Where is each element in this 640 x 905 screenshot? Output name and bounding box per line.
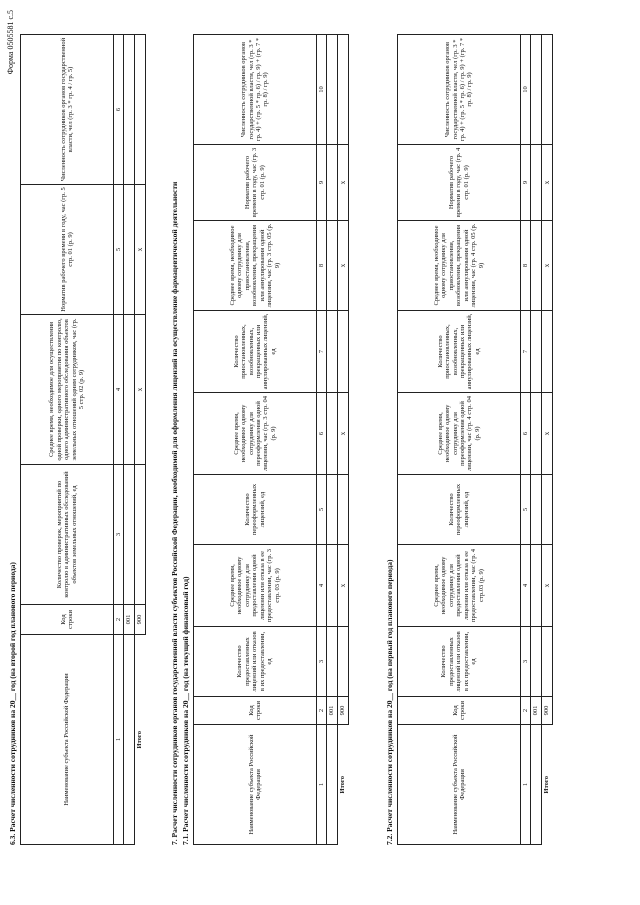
form-label: Форма 0505581 с.5	[6, 10, 15, 75]
header-cell: Норматив рабочего времени в году, час (гр. 3 стр. 01 (р. 9)	[194, 145, 317, 221]
cross-cell: x	[134, 185, 145, 315]
data-cell[interactable]	[134, 35, 145, 185]
header-cell: Наименование субъекта Российской Федерации	[21, 635, 114, 845]
data-cell[interactable]	[531, 545, 541, 627]
header-cell: Среднее время, необходимое одному сотруднику для приостановления, возобновления, прекращения или аннулирования одной лицензии, час (гр. 4 стр. 05 (р. 9)	[398, 221, 521, 311]
data-cell[interactable]	[124, 465, 134, 605]
header-cell: Среднее время, необходимое для осуществления одной проверки, одного мероприятия по контролю, одного административного обследования объектов земельных отношений одним сотрудником, час (гр. 5 стр. 02 (р. 9)	[21, 315, 114, 465]
column-number: 1	[317, 725, 327, 845]
data-cell[interactable]	[327, 311, 337, 393]
row-code: 001	[531, 697, 541, 725]
data-cell[interactable]	[337, 35, 348, 145]
header-cell: Среднее время, необходимое одному сотруднику для предоставления одной лицензии или отказа в ее предоставлении, час (гр. 3 стр. 03 (р. 9)	[194, 545, 317, 627]
header-cell: Наименование субъекта Российской Федерации	[194, 725, 317, 845]
column-number: 3	[114, 465, 124, 605]
column-number: 4	[317, 545, 327, 627]
data-cell[interactable]	[531, 475, 541, 545]
column-number: 10	[521, 35, 531, 145]
header-cell: Численность сотрудников органов государственной власти, чел (гр. 3 * гр. 4) + (гр. 5 * гр. 6) / гр. 9) + (гр. 7 * гр. 8) / гр. 9)	[398, 35, 521, 145]
header-cell: Количество приостановленных, возобновленных, прекращенных или аннулированных лицензий, ед	[194, 311, 317, 393]
column-number: 5	[317, 475, 327, 545]
data-cell[interactable]	[531, 221, 541, 311]
total-label: Итого	[339, 776, 347, 794]
row-code: 001	[124, 605, 134, 635]
cross-cell: x	[541, 145, 552, 221]
total-code: 900	[134, 605, 145, 635]
total-label: Итого	[543, 776, 551, 794]
table-63	[20, 34, 146, 845]
column-number: 7	[521, 311, 531, 393]
table-72	[397, 34, 553, 845]
header-cell: Норматив рабочего времени в году, час (гр. 4 стр. 01 (р. 9)	[398, 145, 521, 221]
data-cell[interactable]	[541, 627, 552, 697]
column-number: 8	[317, 221, 327, 311]
data-cell[interactable]	[531, 145, 541, 221]
table-71	[193, 34, 349, 845]
column-number: 9	[317, 145, 327, 221]
data-cell[interactable]	[531, 725, 541, 845]
header-cell: Количество переоформленных лицензий, ед	[194, 475, 317, 545]
total-label: Итого	[136, 731, 144, 749]
data-cell[interactable]	[531, 627, 541, 697]
column-number: 10	[317, 35, 327, 145]
data-cell[interactable]	[337, 311, 348, 393]
data-cell[interactable]	[124, 635, 134, 845]
column-number: 5	[521, 475, 531, 545]
header-cell: Код строки	[398, 697, 521, 725]
column-number: 6	[114, 35, 124, 185]
column-number: 4	[114, 315, 124, 465]
header-cell: Численность сотрудников органов государственной власти, чел (гр. 3 * гр. 4) + (гр. 5 * гр. 6) / гр. 9) + (гр. 7 * гр. 8) / гр. 9)	[194, 35, 317, 145]
header-cell: Код строки	[194, 697, 317, 725]
cross-cell: x	[337, 545, 348, 627]
data-cell[interactable]	[327, 725, 337, 845]
column-number: 2	[114, 605, 124, 635]
column-number: 8	[521, 221, 531, 311]
cross-cell: x	[541, 393, 552, 475]
column-number: 3	[521, 627, 531, 697]
header-cell: Количество предоставленных лицензий или отказов в их предоставлении, ед	[194, 627, 317, 697]
section-72-heading: 7.2. Расчет численности сотрудников на 20__ год (на первый год планового периода)	[385, 559, 394, 845]
header-cell: Среднее время, необходимое одному сотруднику для приостановления, возобновления, прекращения или аннулирования одной лицензии, час (гр. 3 стр. 05 (р. 9)	[194, 221, 317, 311]
data-cell[interactable]	[541, 35, 552, 145]
data-cell[interactable]	[531, 393, 541, 475]
header-cell: Среднее время, необходимое одному сотруднику для переоформления одной лицензии, час (гр. 4 стр. 04 (р. 9)	[398, 393, 521, 475]
header-cell: Численность сотрудников органов государственной власти, чел (гр. 3 * гр. 4 / гр. 5)	[21, 35, 114, 185]
row-code: 001	[327, 697, 337, 725]
header-cell: Код строки	[21, 605, 114, 635]
data-cell[interactable]	[327, 221, 337, 311]
header-cell: Количество предоставленных лицензий или отказов в их предоставлении, ед	[398, 627, 521, 697]
data-cell[interactable]	[124, 315, 134, 465]
data-cell[interactable]	[337, 627, 348, 697]
cross-cell: x	[134, 315, 145, 465]
data-cell[interactable]	[531, 311, 541, 393]
column-number: 3	[317, 627, 327, 697]
data-cell[interactable]	[124, 185, 134, 315]
column-number: 2	[317, 697, 327, 725]
data-cell[interactable]	[327, 393, 337, 475]
column-number: 9	[521, 145, 531, 221]
column-number: 1	[521, 725, 531, 845]
column-number: 4	[521, 545, 531, 627]
section-71-heading: 7.1. Расчет численности сотрудников на 20__ год (на текущий финансовый год)	[181, 576, 190, 845]
column-number: 6	[317, 393, 327, 475]
data-cell[interactable]	[327, 35, 337, 145]
data-cell[interactable]	[541, 475, 552, 545]
data-cell[interactable]	[134, 465, 145, 605]
header-cell: Количество переоформленных лицензий, ед	[398, 475, 521, 545]
data-cell[interactable]	[124, 35, 134, 185]
column-number: 5	[114, 185, 124, 315]
data-cell[interactable]	[541, 311, 552, 393]
cross-cell: x	[337, 145, 348, 221]
column-number: 7	[317, 311, 327, 393]
section-7-heading: 7. Расчет численности сотрудников органов государственной власти субъектов Российской Федерации, необходимой для оформления лицензий на осуществление фармацевтической деятельности	[170, 181, 179, 845]
data-cell[interactable]	[327, 145, 337, 221]
total-code: 900	[541, 697, 552, 725]
data-cell[interactable]	[327, 475, 337, 545]
column-number: 6	[521, 393, 531, 475]
column-number: 1	[114, 635, 124, 845]
data-cell[interactable]	[327, 545, 337, 627]
total-code: 900	[337, 697, 348, 725]
header-cell: Среднее время, необходимое одному сотруднику для переоформления одной лицензии, час (гр. 3 стр. 04 (р. 9)	[194, 393, 317, 475]
column-number: 2	[521, 697, 531, 725]
header-cell: Среднее время, необходимое одному сотруднику для предоставления одной лицензии или отказа в ее предоставлении, час (гр. 4 стр.03 (р. 9)	[398, 545, 521, 627]
cross-cell: x	[541, 545, 552, 627]
cross-cell: x	[337, 221, 348, 311]
cross-cell: x	[541, 221, 552, 311]
header-cell: Норматив рабочего времени в году, час (гр. 5 стр. 01 (р. 9)	[21, 185, 114, 315]
header-cell: Количество приостановленных, возобновленных, прекращенных или аннулированных лицензий, ед	[398, 311, 521, 393]
data-cell[interactable]	[337, 475, 348, 545]
header-cell: Количество проверок, мероприятий по контролю в административных обследований объектов земельных отношений, ед	[21, 465, 114, 605]
section-63-heading: 6.3. Расчет численности сотрудников на 20__ год (на второй год планового периода)	[8, 562, 17, 845]
header-cell: Наименование субъекта Российской Федерации	[398, 725, 521, 845]
data-cell[interactable]	[531, 35, 541, 145]
data-cell[interactable]	[327, 627, 337, 697]
cross-cell: x	[337, 393, 348, 475]
